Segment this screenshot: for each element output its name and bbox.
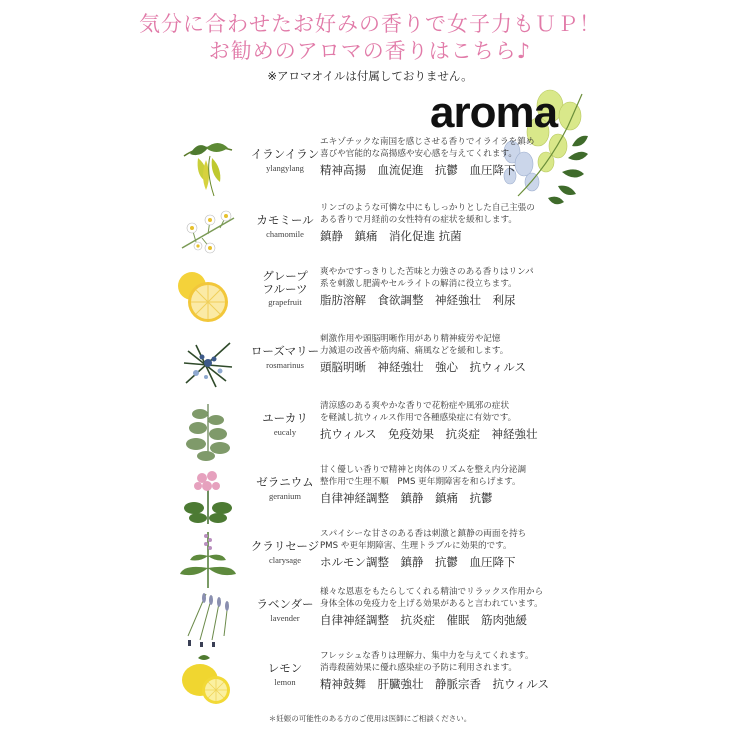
effects: 抗ウィルス 免疫効果 抗炎症 神経強壮 xyxy=(320,427,538,441)
description-line-2: 整作用で生理不順 PMS 更年期障害を和らげます。 xyxy=(320,477,521,487)
effects: 頭脳明晰 神経強壮 強心 抗ウィルス xyxy=(320,360,526,374)
description-line-2: 消毒殺菌効果に優れ感染症の予防に利用されます。 xyxy=(320,663,517,673)
name-en: clarysage xyxy=(268,555,302,565)
chamomile-flower-icon xyxy=(176,202,240,266)
description-line-2: 喜びや官能的な高揚感や安心感を与えてくれます。 xyxy=(320,149,517,159)
name-jp: イランイラン xyxy=(250,147,320,161)
description-line-1: フレッシュな香りは理解力、集中力を与えてくれます。 xyxy=(320,651,534,661)
description xyxy=(320,528,570,552)
header-line-2: お勧めのアロマの香りはこちら♪ xyxy=(208,39,532,63)
description-line-1: 清涼感のある爽やかな香りで花粉症や風邪の症状 xyxy=(320,401,510,411)
aroma-item-lemon xyxy=(170,650,570,714)
lavender-icon xyxy=(176,586,240,650)
effects: ホルモン調整 鎮静 抗鬱 血圧降下 xyxy=(320,555,516,569)
aroma-item-clarysage xyxy=(170,528,570,592)
name-jp xyxy=(242,270,328,296)
name-jp: ローズマリー xyxy=(250,344,320,358)
name-en: lemon xyxy=(274,677,296,687)
eucalyptus-icon xyxy=(176,400,240,464)
description-line-1: 刺激作用や頭脳明晰作用があり精神疲労や記憶 xyxy=(320,334,501,344)
description-line-2: 系を刺激し肥満やセルライトの解消に役立ちます。 xyxy=(320,279,517,289)
aroma-logo: aroma xyxy=(430,88,558,137)
aroma-item-grapefruit xyxy=(170,266,570,330)
name-jp: レモン xyxy=(267,661,303,675)
description-line-1: 様々な恩恵をもたらしてくれる精油でリラックス作用から xyxy=(320,587,544,597)
effects: 精神鼓舞 肝臓強壮 静脈宗香 抗ウィルス xyxy=(320,677,549,691)
name-en: geranium xyxy=(268,491,302,501)
name-jp-line-2: フルーツ xyxy=(262,282,308,296)
name-jp-line-1: グレープ xyxy=(262,269,308,283)
effects: 鎮静 鎮痛 消化促進 抗菌 xyxy=(320,229,462,243)
name-en: rosmarinus xyxy=(266,360,304,370)
description-line-1: スパイシーな甘さのある香は刺激と鎮静の両面を持ち xyxy=(320,529,527,539)
pregnancy-footnote: ＊妊娠の可能性のある方のご使用は医師にご相談ください。 xyxy=(268,714,472,723)
lemon-icon xyxy=(176,650,240,714)
name-jp: ユーカリ xyxy=(262,411,308,425)
clary-sage-icon xyxy=(176,528,240,592)
name-en: eucaly xyxy=(273,427,297,437)
effects: 自律神経調整 鎮静 鎮痛 抗鬱 xyxy=(320,491,493,505)
name-en: lavender xyxy=(270,613,300,623)
header-line-1: 気分に合わせたお好みの香りで女子力もＵＰ！ xyxy=(139,12,601,36)
ylangylang-flower-icon xyxy=(176,136,240,200)
name-en: ylangylang xyxy=(266,163,304,173)
description-line-2: を軽減し抗ウィルス作用で各種感染症に有効です。 xyxy=(320,413,517,423)
description-line-2: PMS や更年期障害、生理トラブルに効果的です。 xyxy=(320,541,512,551)
name-en: grapefruit xyxy=(268,297,302,307)
aroma-item-rosmarinus xyxy=(170,333,570,397)
description xyxy=(320,586,570,610)
description xyxy=(320,266,570,290)
effects: 脂肪溶解 食欲調整 神経強壮 利尿 xyxy=(320,293,516,307)
effects: 精神高揚 血流促進 抗鬱 血圧降下 xyxy=(320,163,516,177)
name-en: chamomile xyxy=(266,229,304,239)
description-line-2: 身体全体の免疫力を上げる効果があると言われています。 xyxy=(320,599,543,609)
aroma-item-lavender xyxy=(170,586,570,650)
description xyxy=(320,333,570,357)
description-line-1: エキゾチックな南国を感じさせる香りでイライラを鎮め xyxy=(320,137,535,147)
geranium-flower-icon xyxy=(176,464,240,528)
not-included-note: ※アロマオイルは付属しておりません。 xyxy=(267,69,473,83)
description xyxy=(320,650,570,674)
grapefruit-icon xyxy=(176,266,240,330)
effects: 自律神経調整 抗炎症 催眠 筋肉弛緩 xyxy=(320,613,527,627)
description-line-1: リンゴのような可憐な中にもしっかりとした自己主張の xyxy=(320,203,535,213)
aroma-item-ylangylang xyxy=(170,136,570,200)
description-line-1: 甘く優しい香りで精神と肉体のリズムを整え内分泌調 xyxy=(320,465,527,475)
description xyxy=(320,136,570,160)
aroma-item-eucaly xyxy=(170,400,570,464)
description-line-2: 力減退の改善や筋肉痛、痛風などを緩和します。 xyxy=(320,346,509,356)
aroma-item-chamomile xyxy=(170,202,570,266)
name-jp: ラベンダー xyxy=(256,597,314,611)
name-jp: クラリセージ xyxy=(250,539,320,553)
description xyxy=(320,464,570,488)
description-line-2: ある香りで月経前の女性特有の症状を緩和します。 xyxy=(320,215,517,225)
rosemary-icon xyxy=(176,333,240,397)
aroma-item-geranium xyxy=(170,464,570,528)
name-jp: ゼラニウム xyxy=(256,475,314,489)
description-line-1: 爽やかですっきりした苦味と力強さのある香りはリンパ xyxy=(320,267,534,277)
description xyxy=(320,400,570,424)
description xyxy=(320,202,570,226)
name-jp: カモミール xyxy=(256,213,314,227)
